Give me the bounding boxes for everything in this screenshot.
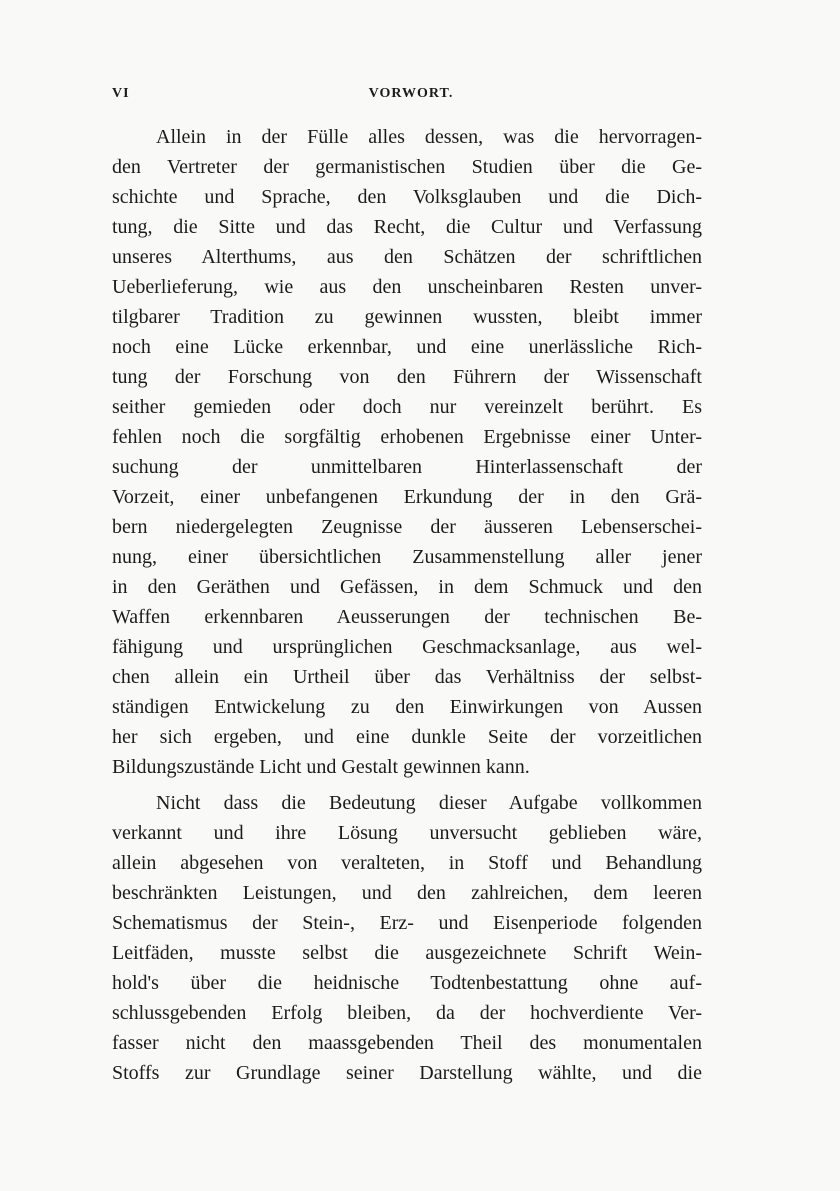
text-line: suchung der unmittelbaren Hinterlassenschaft der — [112, 456, 702, 478]
text-line: nung, einer übersichtlichen Zusammenstellung aller jener — [112, 546, 702, 568]
text-line: Ueberlieferung, wie aus den unscheinbaren Resten unver- — [112, 276, 702, 298]
text-line: noch eine Lücke erkennbar, und eine unerlässliche Rich- — [112, 336, 702, 358]
text-line: Bildungszustände Licht und Gestalt gewinnen kann. — [112, 756, 530, 778]
text-line: hold's über die heidnische Todtenbestattung ohne auf- — [112, 972, 702, 994]
text-line: tung der Forschung von den Führern der Wissenschaft — [112, 366, 702, 388]
text-line: Waffen erkennbaren Aeusserungen der technischen Be- — [112, 606, 702, 628]
text-line: Leitfäden, musste selbst die ausgezeichnete Schrift Wein- — [112, 942, 702, 964]
paragraph-1 — [112, 122, 702, 782]
text-line: beschränkten Leistungen, und den zahlreichen, dem leeren — [112, 882, 702, 904]
text-line: in den Geräthen und Gefässen, in dem Schmuck und den — [112, 576, 702, 598]
text-line: her sich ergeben, und eine dunkle Seite der vorzeitlichen — [112, 726, 702, 748]
paragraph-2 — [112, 788, 702, 1088]
text-line: bern niedergelegten Zeugnisse der äusseren Lebenserschei- — [112, 516, 702, 538]
text-line: unseres Alterthums, aus den Schätzen der schriftlichen — [112, 246, 702, 268]
text-line: Allein in der Fülle alles dessen, was die hervorragen- — [156, 126, 702, 148]
text-line: chen allein ein Urtheil über das Verhältniss der selbst- — [112, 666, 702, 688]
text-line: allein abgesehen von veralteten, in Stoff und Behandlung — [112, 852, 702, 874]
text-line: tilgbarer Tradition zu gewinnen wussten, bleibt immer — [112, 306, 702, 328]
text-line: seither gemieden oder doch nur vereinzelt berührt. Es — [112, 396, 702, 418]
text-line: tung, die Sitte und das Recht, die Cultur und Verfassung — [112, 216, 702, 238]
text-line: Stoffs zur Grundlage seiner Darstellung wählte, und die — [112, 1062, 702, 1084]
text-line: fasser nicht den maassgebenden Theil des monumentalen — [112, 1032, 702, 1054]
text-line: fähigung und ursprünglichen Geschmacksanlage, aus wel- — [112, 636, 702, 658]
text-line: schichte und Sprache, den Volksglauben und die Dich- — [112, 186, 702, 208]
running-title: VORWORT. — [368, 86, 454, 101]
text-line: fehlen noch die sorgfältig erhobenen Ergebnisse einer Unter- — [112, 426, 702, 448]
text-line: Schematismus der Stein-, Erz- und Eisenperiode folgenden — [112, 912, 702, 934]
page-number: VI — [112, 86, 130, 101]
running-head — [112, 86, 710, 106]
text-line: Nicht dass die Bedeutung dieser Aufgabe vollkommen — [156, 792, 702, 814]
text-line: den Vertreter der germanistischen Studien über die Ge- — [112, 156, 702, 178]
text-line: verkannt und ihre Lösung unversucht geblieben wäre, — [112, 822, 702, 844]
text-line: schlussgebenden Erfolg bleiben, da der hochverdiente Ver- — [112, 1002, 702, 1024]
text-line: ständigen Entwickelung zu den Einwirkungen von Aussen — [112, 696, 702, 718]
text-line: Vorzeit, einer unbefangenen Erkundung der in den Grä- — [112, 486, 702, 508]
